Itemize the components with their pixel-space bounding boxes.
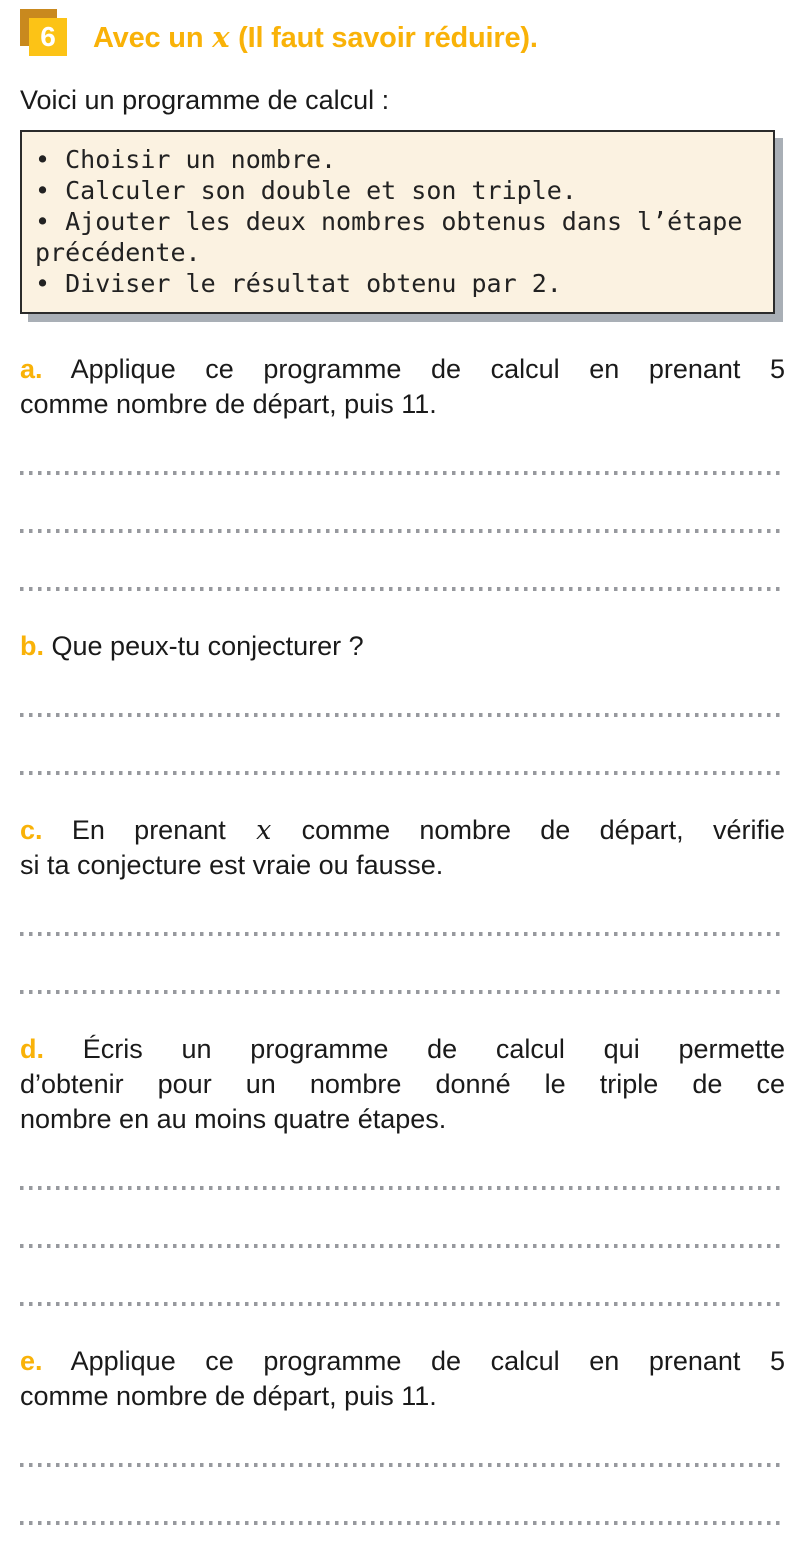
question-label-d: d. [20,1034,44,1064]
answer-area [20,932,785,994]
question-label-c: c. [20,815,43,845]
exercise-title: Avec un x (Il faut savoir réduire). [93,19,538,54]
question-a [20,352,785,591]
math-variable-x: x [212,19,230,54]
question-text-line: comme nombre de départ, puis 11. [20,1381,437,1411]
program-box-lines [35,144,761,299]
program-step-line: précédente. [35,238,201,267]
questions-container [20,352,785,1525]
question-text: Applique ce programme de calcul en prenant 5 [70,1346,785,1376]
answer-dotted-line [20,932,785,936]
badge-front-square [29,18,67,56]
answer-dotted-line [20,713,785,717]
question-d [20,1032,785,1306]
answer-dotted-line [20,529,785,533]
program-step-line: • Ajouter les deux nombres obtenus dans l’étape [35,207,743,236]
question-text-line [20,813,785,848]
question-text-line [20,1032,785,1067]
answer-area [20,471,785,591]
program-box [20,130,775,314]
question-text-line: comme nombre de départ, puis 11. [20,389,437,419]
answer-dotted-line [20,1463,785,1467]
question-c [20,813,785,994]
question-label-b: b. [20,631,44,661]
question-e [20,1344,785,1525]
answer-dotted-line [20,471,785,475]
exercise-number: 6 [40,21,56,52]
answer-dotted-line [20,587,785,591]
intro-text: Voici un programme de calcul : [20,85,390,115]
question-text-line [20,1344,785,1379]
answer-dotted-line [20,771,785,775]
answer-dotted-line [20,1186,785,1190]
answer-area [20,1186,785,1306]
answer-area [20,713,785,775]
question-label-e: e. [20,1346,43,1376]
exercise-header [20,8,785,66]
answer-dotted-line [20,1521,785,1525]
question-text-line: si ta conjecture est vraie ou fausse. [20,850,444,880]
question-text-line [20,352,785,387]
question-b [20,629,785,775]
question-text: En prenant x comme nombre de départ, vérifie [71,815,785,846]
question-text-line: nombre en au moins quatre étapes. [20,1104,447,1134]
question-text-line: d’obtenir pour un nombre donné le triple de ce [20,1069,785,1099]
answer-dotted-line [20,1244,785,1248]
question-text: Que peux-tu conjecturer ? [51,631,364,661]
math-variable-x: x [256,815,272,846]
answer-dotted-line [20,1302,785,1306]
question-label-a: a. [20,354,43,384]
answer-dotted-line [20,990,785,994]
program-step-line: • Diviser le résultat obtenu par 2. [35,269,562,298]
program-step-line: • Choisir un nombre. [35,145,337,174]
program-step-line: • Calculer son double et son triple. [35,176,577,205]
question-text: Applique ce programme de calcul en prenant 5 [70,354,785,384]
exercise-number-badge [20,8,78,66]
question-text: Écris un programme de calcul qui permette [82,1034,785,1064]
question-text-line [20,629,785,664]
answer-area [20,1463,785,1525]
